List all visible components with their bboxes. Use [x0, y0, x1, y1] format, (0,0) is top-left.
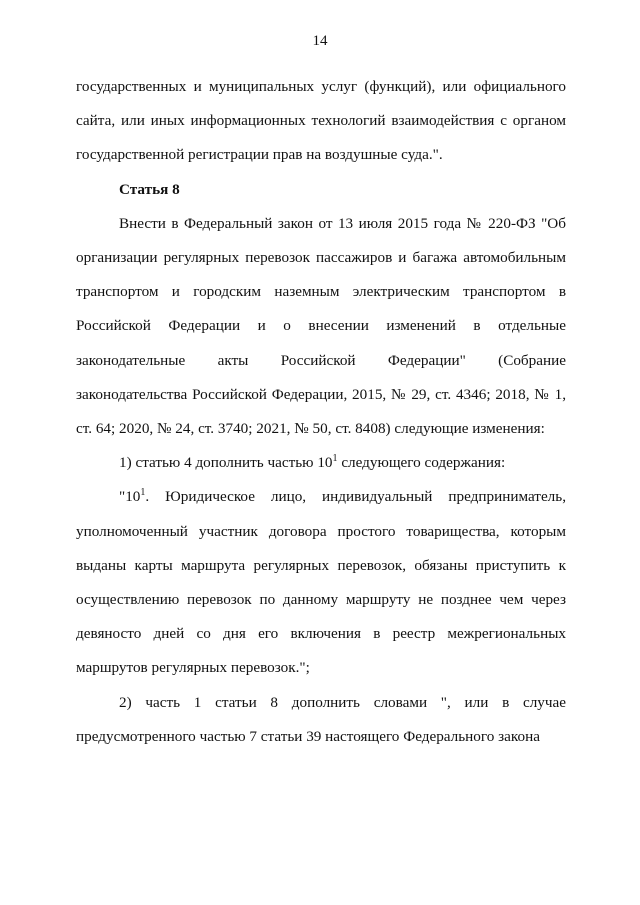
paragraph-item-1: [76, 446, 566, 480]
article-heading: Статья 8: [119, 180, 180, 198]
document-body: [76, 70, 566, 754]
paragraph-new-part: [76, 480, 566, 685]
paragraph-amendment-intro: Внести в Федеральный закон от 13 июля 2015 года № 220-ФЗ "Об организации регулярных перевозок пассажиров и багажа автомобильным транспортом и городским наземным электрическим транспортом в Российской Федерации и о внесении изменений в отдельные законодательные акты Российской Федерации" (Собрание законодательства Российской Федерации, 2015, № 29, ст. 4346; 2018, № 1, ст. 64; 2020, № 24, ст. 3740; 2021, № 50, ст. 8408) следующие изменения:: [76, 214, 566, 438]
new-part-text: . Юридическое лицо, индивидуальный предприниматель, уполномоченный участник договора простого товарищества, которым выданы карты маршрута регулярных перевозок, обязаны приступить к осуществлению перевозок по данному маршруту не позднее чем через девяносто дней со дня его включения в реестр межрегиональных маршрутов регулярных перевозок.";: [76, 488, 566, 677]
paragraph-item-2: 2) часть 1 статьи 8 дополнить словами ", или в случае предусмотренного частью 7 статьи 39 настоящего Федерального закона: [76, 693, 566, 745]
item-1-superscript: 1: [332, 453, 338, 465]
new-part-number: "10: [119, 488, 141, 506]
new-part-superscript: 1: [140, 487, 146, 499]
page-number: 14: [312, 33, 328, 49]
item-1-text-end: следующего содержания:: [337, 454, 506, 472]
paragraph-continuation: государственных и муниципальных услуг (функций), или официального сайта, или иных информационных технологий взаимодействия с органом государственной регистрации прав на воздушные суда.".: [76, 78, 566, 164]
item-1-text: 1) статью 4 дополнить частью 10: [119, 454, 333, 472]
